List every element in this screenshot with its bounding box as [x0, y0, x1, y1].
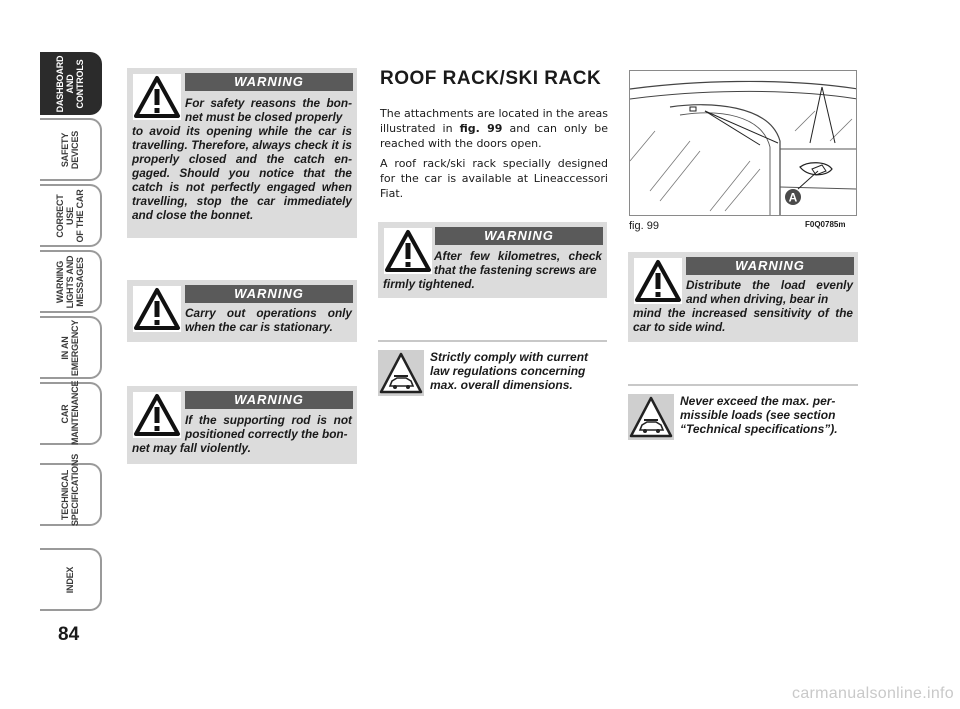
caution-text: Never exceed the max. per-missible loads (see section “Technical specifications”). [680, 394, 838, 436]
tab-label: TECHNICAL SPECIFICATIONS [60, 453, 80, 526]
roof-rack-attachment-illustration [630, 71, 857, 216]
warning-box-fastening-screws [378, 222, 607, 298]
article-paragraph-1 [380, 106, 608, 151]
warning-triangle-icon [634, 258, 682, 304]
figure-reference[interactable]: fig. 99 [459, 122, 503, 135]
warning-box-stationary [127, 280, 357, 342]
warning-text-first: After few kilometres, check that the fastening screws are [434, 249, 602, 277]
warning-triangle-icon [384, 228, 432, 274]
car-roof-load-icon [628, 394, 674, 440]
warning-triangle-icon [133, 286, 181, 332]
tab-warning-lights[interactable] [40, 250, 102, 313]
warning-triangle-icon [133, 74, 181, 120]
warning-text-first: For safety reasons the bon-net must be closed properly [185, 96, 352, 124]
figure-caption: fig. 99 [629, 220, 659, 232]
tab-label: DASHBOARD AND CONTROLS [55, 55, 85, 112]
warning-text-first: Carry out operations only when the car is stationary. [185, 306, 352, 334]
tab-label: CAR MAINTENANCE [60, 380, 80, 445]
tab-correct-use[interactable] [40, 184, 102, 247]
tab-label: INDEX [65, 566, 75, 593]
figure-code: F0Q0785m [805, 220, 846, 229]
warning-text-rest: to avoid its opening while the car is travelling. Therefore, always check it is properly closed and the catch en-gaged. Should you notice that the catch is not perfectly engaged when travelling, stop the car immediately and close the bonnet. [132, 124, 352, 222]
watermark-text: carmanualsonline.info [792, 685, 954, 702]
caution-text: Strictly comply with current law regulations concerning max. overall dimensions. [430, 350, 589, 392]
marker-a-label: A [788, 190, 798, 205]
warning-heading: WARNING [185, 73, 353, 91]
tab-label: SAFETY DEVICES [60, 130, 80, 169]
warning-box-bonnet-closed [127, 68, 357, 238]
caution-box-max-loads [628, 384, 858, 442]
warning-text-rest: net may fall violently. [132, 441, 251, 455]
tab-index[interactable] [40, 548, 102, 611]
warning-box-supporting-rod [127, 386, 357, 464]
article-paragraph-2: A roof rack/ski rack specially designed for the car is available at Lineaccessori Fiat. [380, 157, 608, 200]
caution-box-overall-dimensions [378, 340, 607, 398]
warning-heading: WARNING [185, 285, 353, 303]
warning-text-rest: mind the increased sensitivity of the car to side wind. [633, 306, 853, 334]
warning-heading: WARNING [686, 257, 854, 275]
warning-text-first: If the supporting rod is not positioned correctly the bon- [185, 413, 352, 441]
tab-label: WARNING LIGHTS AND MESSAGES [55, 255, 85, 308]
tab-dashboard-and-controls[interactable] [40, 52, 102, 115]
tab-label: CORRECT USE OF THE CAR [55, 189, 85, 242]
warning-text-rest: firmly tightened. [383, 277, 475, 291]
tab-label: IN AN EMERGENCY [60, 319, 80, 376]
warning-box-load-distribution [628, 252, 858, 342]
page-number: 84 [58, 624, 80, 645]
figure-99-roof-rack-attachments [629, 70, 857, 216]
paragraph-text: and can only be reached with the doors open. [380, 122, 609, 150]
tab-in-an-emergency[interactable] [40, 316, 102, 379]
section-title: ROOF RACK/SKI RACK [380, 68, 602, 89]
paragraph-text: The attachments are located in the areas illustrated in [380, 107, 608, 135]
warning-heading: WARNING [435, 227, 603, 245]
warning-triangle-icon [133, 392, 181, 438]
tab-car-maintenance[interactable] [40, 382, 102, 445]
car-roof-load-icon [378, 350, 424, 396]
tab-safety-devices[interactable] [40, 118, 102, 181]
warning-text-first: Distribute the load evenly and when driving, bear in [686, 278, 853, 306]
warning-heading: WARNING [185, 391, 353, 409]
tab-technical-specifications[interactable] [40, 453, 102, 526]
